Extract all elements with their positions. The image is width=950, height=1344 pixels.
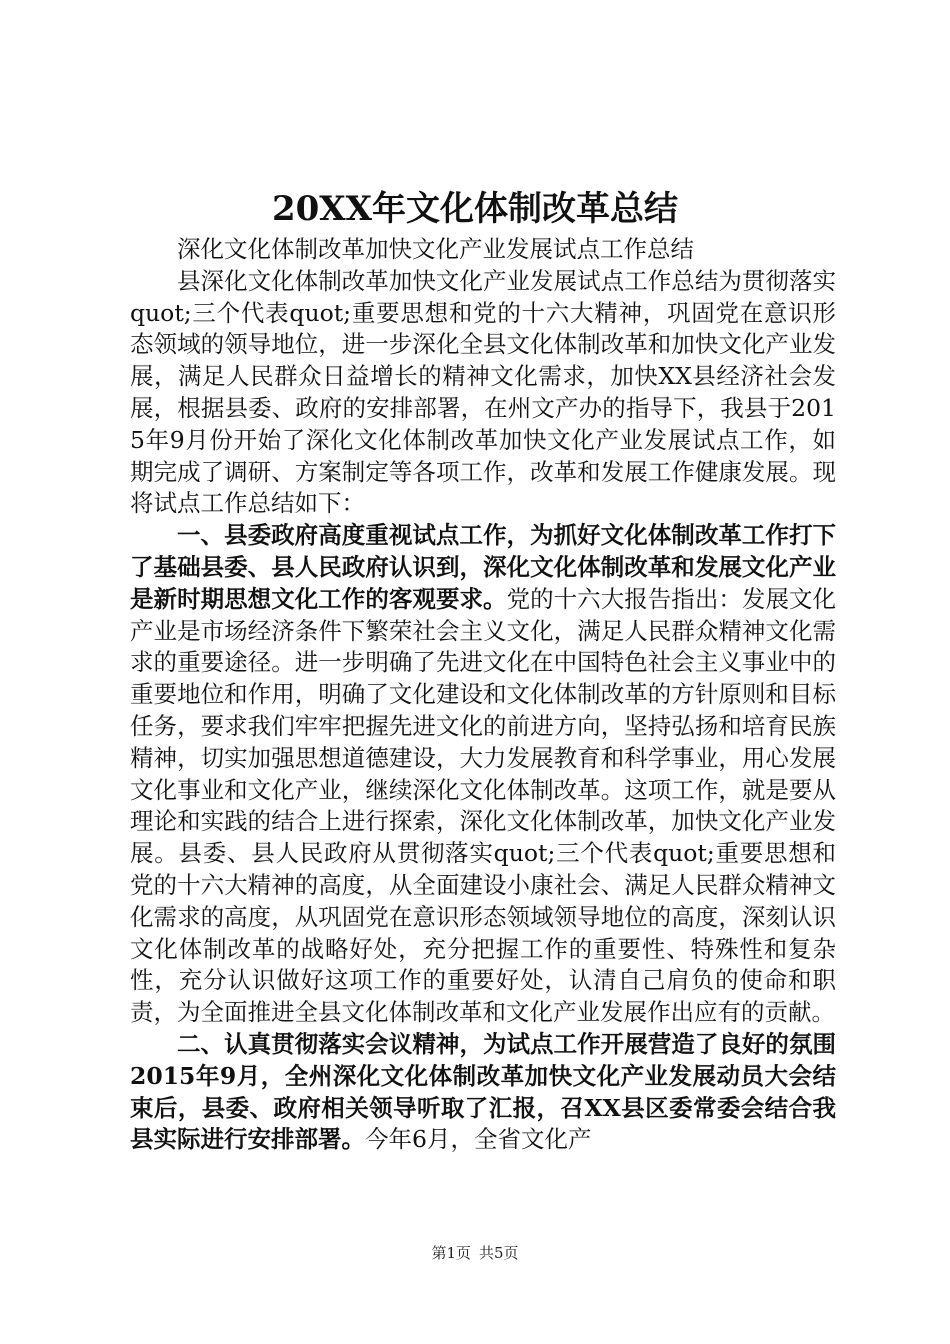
page-number: 第1页 (431, 1244, 471, 1262)
page-footer (0, 1243, 950, 1263)
document-body (130, 234, 836, 1156)
page-total: 共5页 (479, 1244, 519, 1262)
document-subtitle: 深化文化体制改革加快文化产业发展试点工作总结 (177, 235, 694, 263)
section-2-text: 今年6月，全省文化产 (365, 1125, 592, 1154)
paragraph-section-2 (130, 1029, 836, 1156)
document-title: 20XX年文化体制改革总结 (271, 189, 679, 229)
section-1-heading: 一、县委政府高度重视试点工作，为抓好文化体制改革工作打下了基础县委、县人民政府认识到，深化文化体制改革和发展文化产业是新时期思想文化工作的客观要求。 (130, 521, 836, 613)
section-1-text: 党的十六大报告指出：发展文化产业是市场经济条件下繁荣社会主义文化，满足人民群众精神文化需求的重要途径。进一步明确了先进文化在中国特色社会主义事业中的重要地位和作用，明确了文化建设和文化体制改革的方针原则和目标任务，要求我们牢牢把握先进文化的前进方向，坚持弘扬和培育民族精神，切实加强思想道德建设，大力发展教育和科学事业，用心发展文化事业和文化产业，继续深化文化体制改革。这项工作，就是要从理论和实践的结合上进行探索，深化文化体制改革，加快文化产业发展。县委、县人民政府从贯彻落实quot;三个代表quot;重要思想和党的十六大精神的高度，从全面建设小康社会、满足人民群众精神文化需求的高度，从巩固党在意识形态领域领导地位的高度，深刻认识文化体制改革的战略好处，充分把握工作的重要性、特殊性和复杂性，充分认识做好这项工作的重要好处，认清自己肩负的使命和职责，为全面推进全县文化体制改革和文化产业发展作出应有的贡献。 (130, 584, 837, 1027)
paragraph-section-1 (130, 520, 836, 1029)
paragraph-intro (130, 266, 836, 520)
paragraph-intro-text: 县深化文化体制改革加快文化产业发展试点工作总结为贯彻落实quot;三个代表quot;重要思想和党的十六大精神，巩固党在意识形态领域的领导地位，进一步深化全县文化体制改革和加快文化产业发展，满足人民群众日益增长的精神文化需求，加快XX县经济社会发展，根据县委、政府的安排部署，在州文产办的指导下，我县于2015年9月份开始了深化文化体制改革加快文化产业发展试点工作，如期完成了调研、方案制定等各项工作，改革和发展工作健康发展。现将试点工作总结如下： (130, 266, 836, 518)
section-2-heading: 二、认真贯彻落实会议精神，为试点工作开展营造了良好的氛围2015年9月，全州深化文化体制改革加快文化产业发展动员大会结束后，县委、政府相关领导听取了汇报，召XX县区委常委会结合我县实际进行安排部署。 (130, 1029, 836, 1154)
